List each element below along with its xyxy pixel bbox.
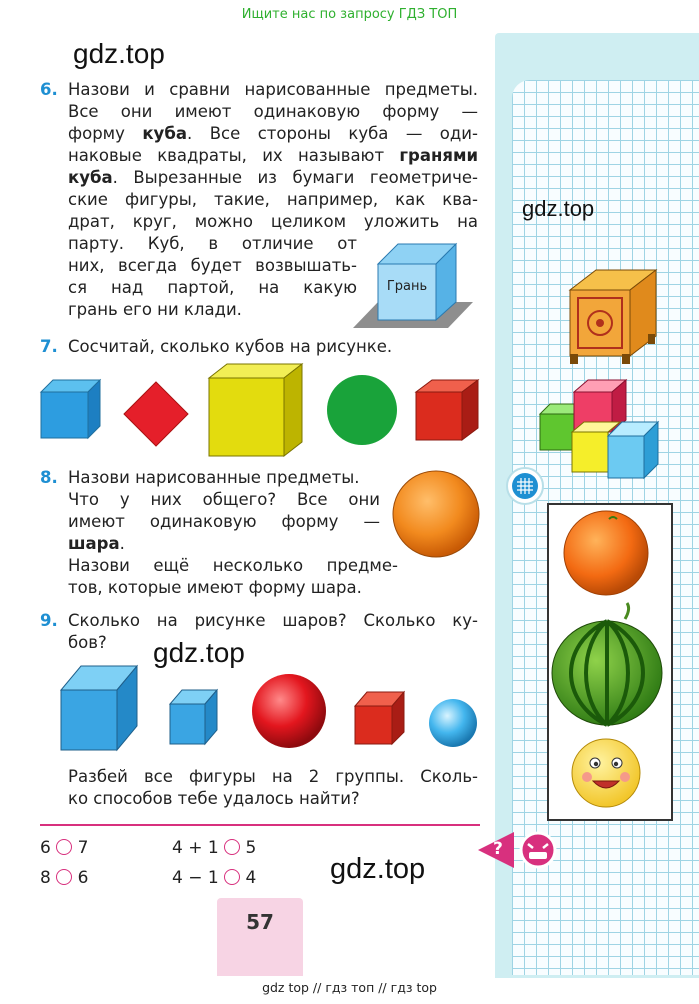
grid-icon[interactable] [505,466,545,506]
top-banner: Ищите нас по запросу ГДЗ ТОП [241,7,458,22]
task-number: 6. [40,80,58,99]
compare-row: 4 + 1 5 [172,838,257,858]
task9-line: бов? [68,633,107,652]
task6-line: Назови и сравни нарисованные предметы. [68,80,478,99]
task6-line: ские фигуры, такие, например, как ква- [68,190,478,209]
compare-row: 8 6 [40,868,89,888]
compare-circle[interactable] [56,839,72,855]
face-label: Грань [386,279,428,294]
task9-figures [55,660,485,756]
task8-line: имеют одинаковую форму — [68,512,380,531]
compare-row: 4 − 1 4 [172,868,257,888]
task6-line: драт, круг, можно целиком уложить на [68,212,478,231]
yellow-cube [209,364,302,456]
red-ball [252,674,326,748]
red-cube [416,380,478,440]
task8-line: Что у них общего? Все они [68,490,380,509]
watermark: gdz.top [153,637,245,668]
watermark: gdz.top [522,196,595,221]
watermark: gdz.top [330,853,426,885]
task6-line: форму куба. Все стороны куба — оди- [68,124,478,143]
red-square [124,382,188,446]
bottom-links[interactable]: gdz top // гдз топ // гдз top [262,980,437,995]
task6-line: грань его ни клади. [68,300,242,319]
compare-circle[interactable] [224,869,240,885]
compare-row: 6 7 [40,838,89,858]
orange-fruit [564,511,648,595]
task6-line: ся над партой, на какую [68,278,357,297]
task-number: 9. [40,611,58,630]
task9-line: ко способов тебе удалось найти? [68,789,360,808]
light-blue-cube [608,422,658,478]
task6-line: парту. Куб, в отличие от [68,234,357,253]
question-marker [476,830,560,870]
small-blue-cube [170,690,217,744]
watermark: gdz.top [73,38,165,69]
section-divider [40,824,480,826]
task6-line: наковые квадраты, их называют гранями [68,146,478,165]
compare-circle[interactable] [56,869,72,885]
task7-text: Сосчитай, сколько кубов на рисунке. [68,337,393,356]
ornate-box-illustration [564,266,664,370]
task6-line: них, всегда будет возвышать- [68,256,357,275]
red-cube-small [355,692,404,744]
task8-line: тов, которые имеют форму шара. [68,578,362,597]
green-circle [327,375,397,445]
page-number: 57 [246,910,274,934]
stacked-cubes-illustration [536,374,664,484]
large-blue-cube [61,666,137,750]
task8-line: Назови ещё несколько предме- [68,556,398,575]
orange-ball [390,468,482,560]
kolobok [572,739,640,807]
task8-line: шара. [68,534,125,553]
blue-cube [41,380,100,438]
task6-line: куба. Вырезанные из бумаги геометриче- [68,168,478,187]
task9-line: Сколько на рисунке шаров? Сколько ку- [68,611,478,630]
question-mark: ? [493,839,503,859]
blue-ball [429,699,477,747]
task8-line: Назови нарисованные предметы. [68,468,360,487]
task9-line: Разбей все фигуры на 2 группы. Сколь- [68,767,478,786]
smile-hint-icon [521,833,555,867]
task6-line: Все они имеют одинаковую форму — [68,102,478,121]
compare-circle[interactable] [224,839,240,855]
watermelon [552,603,662,725]
task-number: 8. [40,468,58,487]
task-number: 7. [40,337,58,356]
task7-figures [36,362,486,458]
fruit-illustrations [549,505,671,819]
